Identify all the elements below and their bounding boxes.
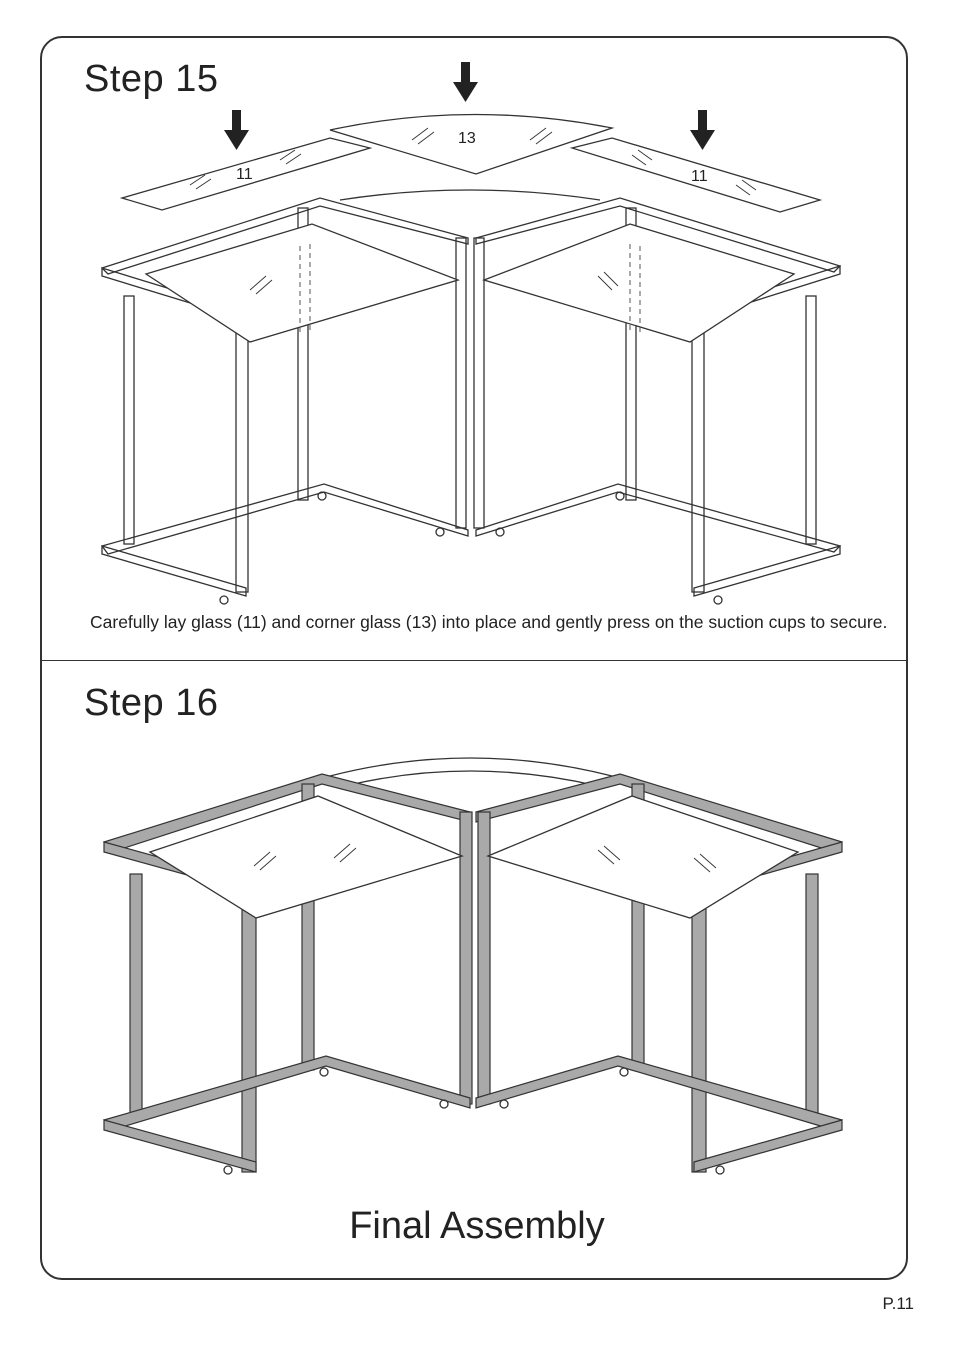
- part-label-11-left: 11: [236, 166, 253, 183]
- part-label-11-right: 11: [691, 168, 708, 185]
- assembled-desk-left: [104, 774, 472, 1174]
- part-label-13: 13: [458, 130, 476, 147]
- down-arrow-icon: [453, 62, 478, 102]
- desk-frame-left: [102, 190, 600, 604]
- step-16-title: Step 16: [84, 682, 219, 724]
- step-16-illustration: [0, 660, 954, 1180]
- step-15-instructions: Carefully lay glass (11) and corner glass (13) into place and gently press on the suction cups to secure.: [90, 612, 888, 632]
- assembled-desk-right: [476, 774, 842, 1174]
- desk-frame-right: [474, 198, 840, 604]
- final-assembly-label: Final Assembly: [349, 1205, 605, 1247]
- down-arrow-icon: [690, 110, 715, 150]
- down-arrow-icon: [224, 110, 249, 150]
- page-number: P.11: [882, 1294, 914, 1313]
- step-15-title: Step 15: [84, 58, 219, 100]
- step-15-illustration: [0, 0, 954, 660]
